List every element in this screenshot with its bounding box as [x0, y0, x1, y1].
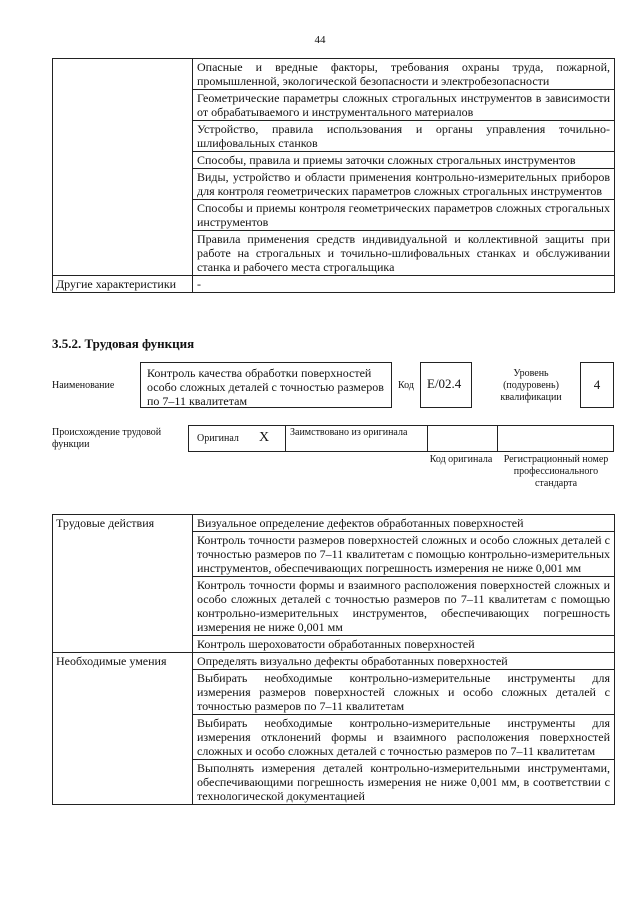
section-title: 3.5.2. Трудовая функция	[52, 336, 195, 351]
borrowed-label: Заимствовано из оригинала	[290, 427, 408, 438]
origin-label: Происхождение трудовой функции	[52, 427, 162, 450]
knowledge-item: Опасные и вредные факторы, требования охраны труда, пожарной, промышленной, экологической безопасности и электробезопасности	[193, 59, 615, 90]
skill-item: Выбирать необходимые контрольно-измерительные инструменты для измерения размеров поверхностей сложных и особо сложных деталей с точностью размеров по 7–11 квалитетам	[193, 670, 615, 715]
origin-row	[188, 425, 614, 452]
action-item: Контроль шероховатости обработанных поверхностей	[193, 636, 615, 653]
function-name-box	[140, 362, 392, 408]
divider	[285, 426, 286, 451]
knowledge-item: Геометрические параметры сложных строгальных инструментов в зависимости от обрабатываемого и инструментального материалов	[193, 90, 615, 121]
other-characteristics-label: Другие характеристики	[53, 276, 193, 293]
skills-label: Необходимые умения	[53, 653, 193, 805]
table-row	[53, 653, 615, 670]
reg-number-caption: Регистрационный номер профессионального стандарта	[503, 454, 609, 489]
code-label: Код	[398, 380, 414, 391]
original-mark: X	[259, 430, 270, 445]
table-row	[53, 276, 615, 293]
code-original-caption: Код оригинала	[429, 454, 493, 465]
other-characteristics-value: -	[193, 276, 615, 293]
name-label: Наименование	[52, 380, 115, 391]
skill-item: Выполнять измерения деталей контрольно-измерительными инструментами, обеспечивающими погрешность измерения не ниже 0,001 мм, в соответствии с технологической документацией	[193, 760, 615, 805]
action-item: Контроль точности формы и взаимного расположения поверхностей сложных и особо сложных деталей с точностью размеров по 7–11 квалитетам с помощью контрольно-измерительных инструментов, обеспечивающих погрешность измерения не ниже 0,001 мм	[193, 577, 615, 636]
level-label: Уровень (подуровень) квалификации	[500, 368, 562, 403]
knowledge-item: Способы, правила и приемы заточки сложных строгальных инструментов	[193, 152, 615, 169]
page-number: 44	[314, 34, 326, 46]
knowledge-table	[52, 58, 615, 293]
code-value: E/02.4	[427, 376, 462, 391]
divider	[497, 426, 498, 451]
knowledge-item: Правила применения средств индивидуальной и коллективной защиты при работе на строгальных и точильно-шлифовальных станках и обслуживании станка и рабочего места строгальщика	[193, 231, 615, 276]
knowledge-item: Способы и приемы контроля геометрических параметров сложных строгальных инструментов	[193, 200, 615, 231]
knowledge-item: Устройство, правила использования и органы управления точильно-шлифовальных станков	[193, 121, 615, 152]
empty-label-cell	[53, 59, 193, 276]
table-row	[53, 59, 615, 90]
code-box	[420, 362, 472, 408]
divider	[427, 426, 428, 451]
function-table	[52, 514, 615, 805]
level-box	[580, 362, 614, 408]
table-row	[53, 515, 615, 532]
actions-label: Трудовые действия	[53, 515, 193, 653]
original-label: Оригинал	[197, 433, 239, 444]
skill-item: Определять визуально дефекты обработанных поверхностей	[193, 653, 615, 670]
knowledge-item: Виды, устройство и области применения контрольно-измерительных приборов для контроля геометрических параметров сложных строгальных инструментов	[193, 169, 615, 200]
level-value: 4	[593, 377, 601, 392]
function-name: Контроль качества обработки поверхностей особо сложных деталей с точностью размеров по 7–11 квалитетам	[147, 366, 384, 408]
action-item: Контроль точности размеров поверхностей сложных и особо сложных деталей с точностью размеров по 7–11 квалитетам с помощью контрольно-измерительных инструментов, обеспечивающих погрешность измерения не ниже 0,001 мм	[193, 532, 615, 577]
skill-item: Выбирать необходимые контрольно-измерительные инструменты для измерения отклонений формы и взаимного расположения поверхностей сложных и особо сложных деталей с точностью размеров по 7–11 квалитетам	[193, 715, 615, 760]
action-item: Визуальное определение дефектов обработанных поверхностей	[193, 515, 615, 532]
